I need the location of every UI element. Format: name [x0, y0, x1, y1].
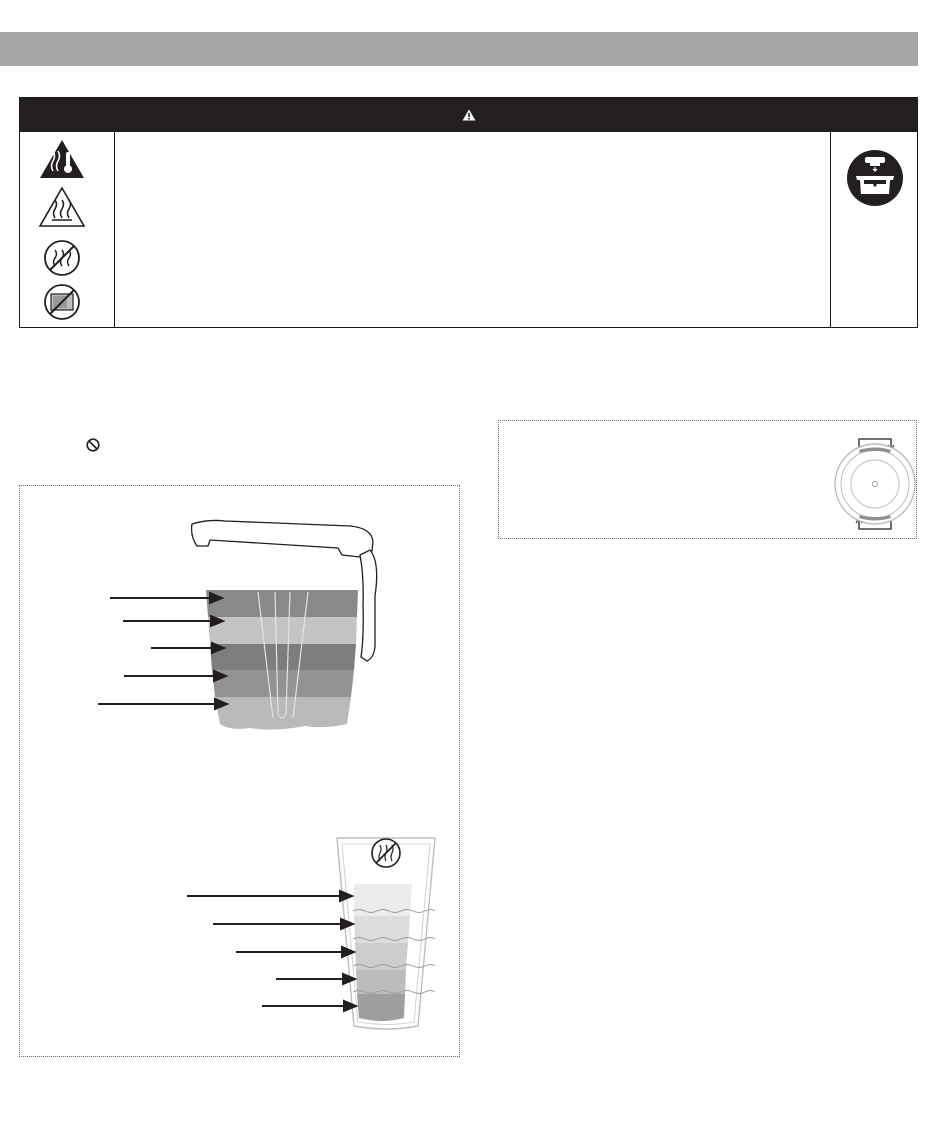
lid-rotation-diagram: [833, 429, 917, 539]
warning-box: [19, 97, 918, 328]
pitcher-and-cup-diagram: [20, 486, 461, 1058]
prohibited-note: [86, 438, 100, 452]
lid-secure-icon: [846, 149, 904, 207]
cup-illustration: [337, 838, 435, 1029]
warning-lid-column: [830, 132, 917, 327]
fill-level-figure-panel: [19, 485, 460, 1057]
no-microwave-icon: [43, 283, 81, 321]
lid-instruction-panel: [498, 420, 917, 539]
cup-arrows: [187, 891, 356, 1011]
warning-triangle-icon: [462, 109, 476, 121]
prohibited-icon: [86, 438, 100, 452]
hot-surface-thermometer-icon: [38, 138, 86, 180]
no-hot-liquids-icon: [43, 239, 81, 277]
warning-icon-column: [20, 132, 115, 327]
warning-header: [20, 98, 917, 132]
section-header-bar: [0, 32, 918, 66]
hot-surface-steam-icon: [38, 186, 86, 228]
pitcher-illustration: [192, 520, 377, 729]
